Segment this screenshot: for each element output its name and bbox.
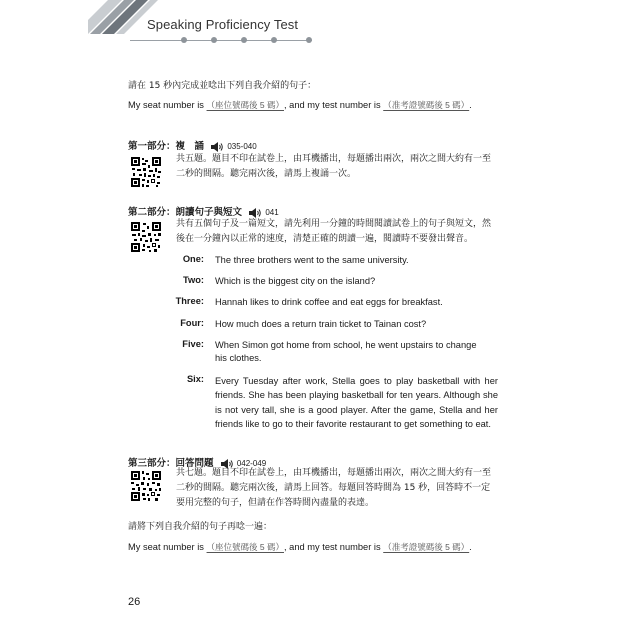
part2-title-text: 第二部分：朗讀句子與短文	[128, 207, 243, 218]
item-text: When Simon got home from school, he went upstairs to change his clothes.	[215, 340, 477, 364]
seat-number-blank: （座位號碼後 5 碼）	[206, 542, 284, 552]
part1-track-number: 035-040	[227, 142, 257, 151]
intro-instruction: 請在 15 秒內完成並唸出下列自我介紹的句子：	[128, 81, 317, 91]
outro-sentence-b: , and my test number is	[284, 542, 384, 552]
item-label: Three:	[175, 296, 204, 306]
outro-sentence-a: My seat number is	[128, 542, 207, 552]
part2-title	[128, 204, 279, 218]
outro-instruction: 請將下列自我介紹的句子再唸一遍：	[128, 522, 273, 532]
item-text: Which is the biggest city on the island?	[215, 276, 376, 286]
part1-instruction-line2: 二秒的間隔。聽完兩次後，請馬上複誦一次。	[176, 169, 357, 179]
speaker-icon	[211, 142, 224, 152]
intro-sentence-end: .	[469, 100, 472, 110]
item-label: Six:	[186, 374, 204, 384]
page-number: 26	[128, 596, 141, 608]
speaker-icon	[249, 208, 262, 218]
test-number-blank: （准考證號碼後 5 碼）	[383, 100, 470, 110]
part3-instruction-line1: 共七題。題目不印在試卷上，由耳機播出，每題播出兩次，兩次之間大約有一至	[176, 468, 492, 478]
part2-track-number: 041	[265, 208, 279, 217]
header-dot	[211, 37, 217, 43]
part1-title-text: 第一部分：複 誦	[128, 141, 205, 152]
test-number-blank: （准考證號碼後 5 碼）	[383, 542, 470, 552]
part1-instruction-line1: 共五題。題目不印在試卷上，由耳機播出，每題播出兩次，兩次之間大約有一至	[176, 154, 492, 164]
intro-sentence-a: My seat number is	[128, 100, 207, 110]
intro-sentence	[128, 99, 472, 112]
outro-sentence-end: .	[469, 542, 472, 552]
header-dot	[241, 37, 247, 43]
part3-title-text: 第三部分：回答問題	[128, 458, 214, 469]
part3-instruction-line3: 要用完整的句子，但請在作答時間內盡量的表達。	[176, 498, 375, 508]
seat-number-blank: （座位號碼後 5 碼）	[206, 100, 284, 110]
qr-code-icon[interactable]	[130, 221, 162, 253]
item-text: How much does a return train ticket to Tainan cost?	[215, 319, 427, 329]
part1-title	[128, 138, 257, 152]
part3-track-number: 042-049	[236, 459, 267, 468]
header-dot	[271, 37, 277, 43]
item-text: Hannah likes to drink coffee and eat eggs for breakfast.	[215, 297, 443, 307]
item-text: The three brothers went to the same university.	[215, 255, 409, 265]
item-label: One:	[182, 254, 204, 264]
header-rule	[130, 40, 312, 41]
item-label: Five:	[182, 339, 204, 349]
header-dot	[181, 37, 187, 43]
header-title: Speaking Proficiency Test	[147, 17, 299, 32]
qr-code-icon[interactable]	[130, 156, 162, 188]
header-dot	[306, 37, 312, 43]
part2-instruction-line2: 後在一分鐘內以正常的速度，清楚正確的朗讀一遍，閱讀時不要發出聲音。	[176, 234, 474, 244]
part2-instruction-line1: 共有五個句子及一篇短文，請先利用一分鐘的時間閱讀試卷上的句子與短文，然	[176, 219, 492, 229]
part3-instruction-line2: 二秒的間隔。聽完兩次後，請馬上回答。每題回答時間為 15 秒，回答時不一定	[176, 483, 491, 493]
item-text: Every Tuesday after work, Stella goes to play basketball with her friends. She has been playing basketball for ten years. Although she is not very tall, she is a good player. After the game, Stella and her friends like to go to their favorite restaurant to get something to eat.	[215, 376, 498, 430]
item-label: Two:	[183, 275, 204, 285]
qr-code-icon[interactable]	[130, 470, 162, 502]
intro-sentence-b: , and my test number is	[284, 100, 384, 110]
outro-sentence	[128, 541, 472, 554]
item-label: Four:	[180, 318, 204, 328]
